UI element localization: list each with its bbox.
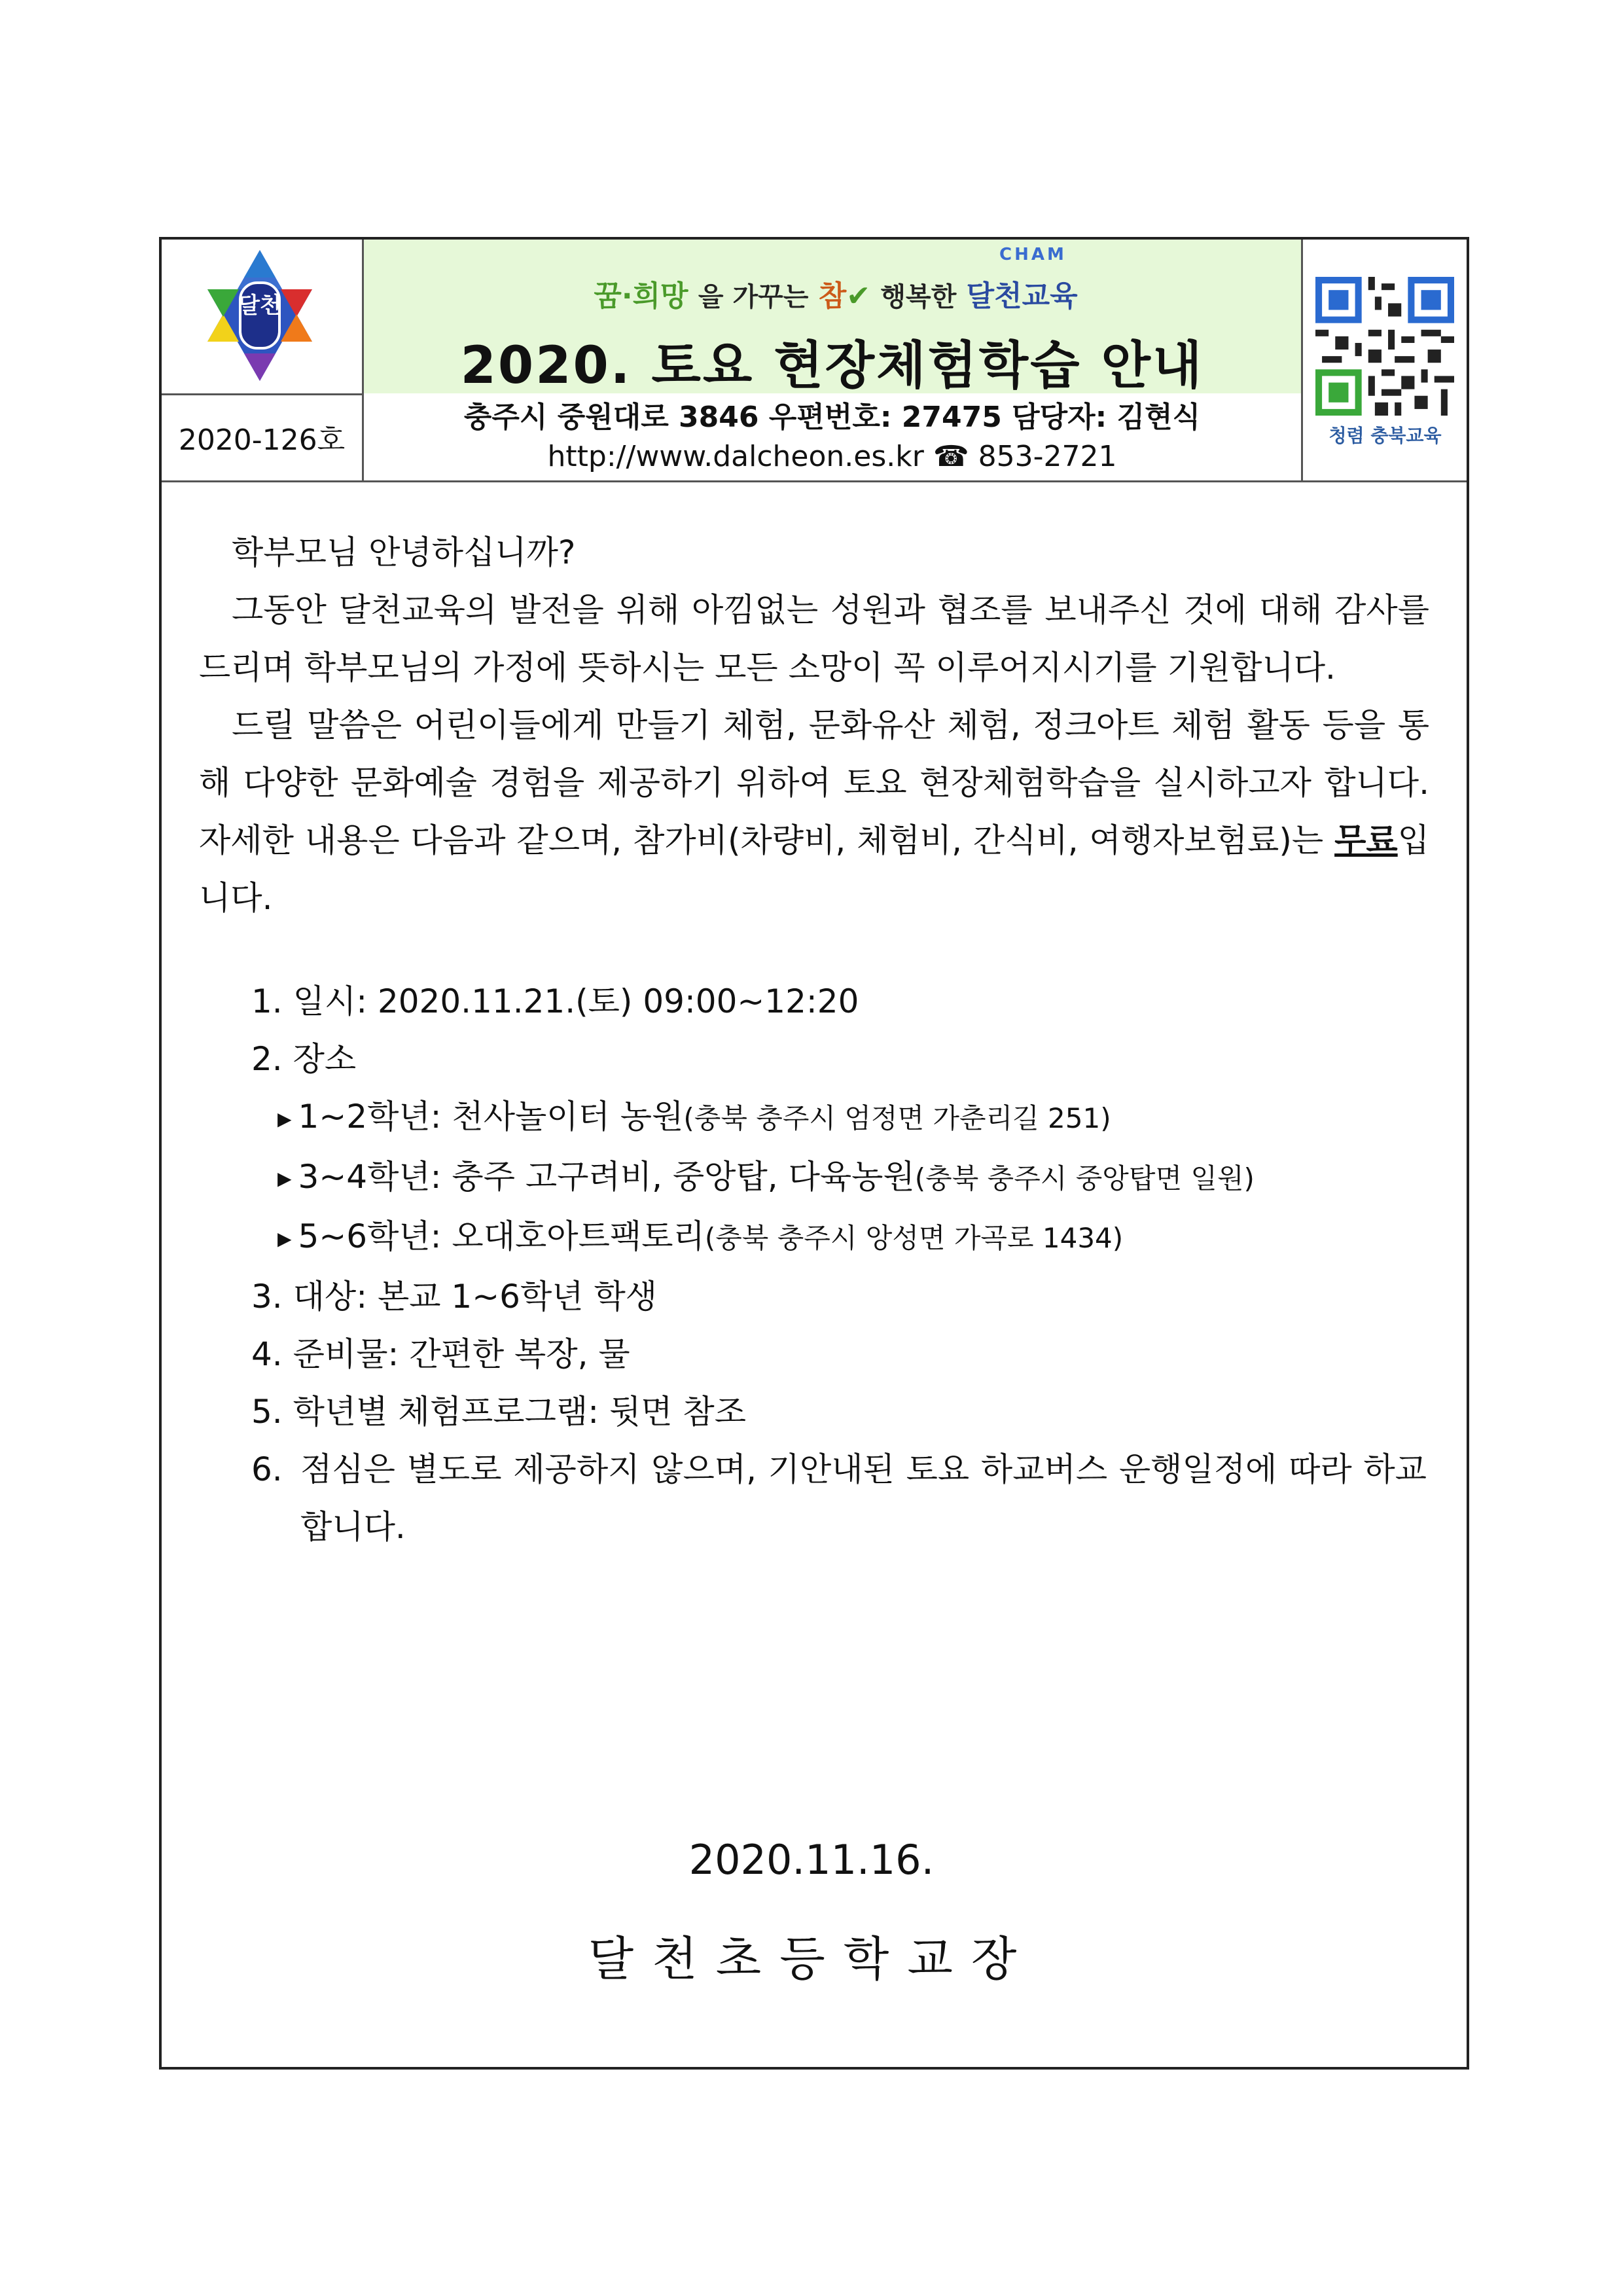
list-item: 4. 준비물: 간편한 복장, 물	[251, 1335, 630, 1373]
list-text: 점심은 별도로 제공하지 않으며, 기안내된 토요 하교버스 운행일정에 따라 하교합니다.	[300, 1450, 1427, 1546]
logo-text: 달천	[238, 293, 281, 319]
place-grade: 3~4학년: 충주 고구려비, 중앙탑, 다육농원	[298, 1157, 915, 1196]
page-title: 2020. 토요 현장체험학습 안내	[460, 336, 1204, 395]
paragraph: 그동안 달천교육의 발전을 위해 아낌없는 성원과 협조를 보내주신 것에 대해 감사를 드리며 학부모님의 가정에 뜻하시는 모든 소망이 꼭 이루어지시기를 기원합니다.	[199, 591, 1429, 687]
star-tip-bottom	[244, 353, 276, 381]
slogan-part: 을 가꾸는	[698, 282, 809, 312]
paragraph	[199, 696, 1429, 927]
issue-date: 2020.11.16.	[688, 1836, 935, 1884]
cham-mark: CHAM	[999, 245, 1067, 264]
place-grade: 5~6학년: 오대호아트팩토리	[298, 1217, 705, 1255]
school-logo	[194, 243, 325, 387]
list-item: 1. 일시: 2020.11.21.(토) 09:00~12:20	[251, 982, 859, 1020]
place-item	[199, 1088, 1429, 1148]
list-item: 3. 대상: 본교 1~6학년 학생	[251, 1277, 658, 1316]
place-address: (충북 충주시 앙성면 가곡로 1434)	[704, 1222, 1124, 1254]
address-block	[363, 395, 1301, 479]
qr-code-icon	[1315, 277, 1454, 416]
office-label: 청렴 충북교육	[1329, 425, 1442, 446]
paragraph-text: 입니다.	[199, 821, 1429, 917]
place-item	[199, 1148, 1429, 1208]
divider	[1301, 240, 1303, 480]
web-line[interactable]: http://www.dalcheon.es.kr ☎ 853-2721	[547, 440, 1117, 473]
triangle-bullet-icon: ▶	[277, 1107, 292, 1130]
letter-body	[199, 524, 1429, 1556]
doc-number: 2020-126호	[178, 423, 346, 457]
list-number: 6.	[251, 1450, 283, 1488]
triangle-bullet-icon: ▶	[277, 1168, 292, 1189]
place-address: (충북 충주시 엄정면 가춘리길 251)	[683, 1102, 1111, 1134]
list-item: 2. 장소	[251, 1040, 357, 1078]
signature: 달천초등학교장	[588, 1931, 1035, 1986]
list-item	[199, 1441, 1429, 1556]
list-item: 5. 학년별 체험프로그램: 뒷면 참조	[251, 1392, 747, 1431]
place-address: (충북 충주시 중앙탑면 일원)	[914, 1162, 1255, 1194]
check-icon: ✔	[846, 279, 871, 313]
greeting: 학부모님 안녕하십니까?	[232, 533, 576, 571]
address-line: 충주시 중원대로 3846 우편번호: 27475 담당자: 김현식	[463, 401, 1201, 434]
slogan	[378, 272, 1294, 314]
slogan-part: 달천교육	[966, 279, 1078, 313]
header-table	[162, 240, 1467, 482]
place-item	[199, 1208, 1429, 1268]
place-grade: 1~2학년: 천사놀이터 농원	[298, 1098, 684, 1136]
slogan-part: 참	[818, 279, 847, 313]
paragraph-text: 드릴 말씀은 어린이들에게 만들기 체험, 문화유산 체험, 정크아트 체험 활동 등을 통해 다양한 문화예술 경험을 제공하기 위하여 토요 현장체험학습을 실시하고자 합니다. 자세한 내용은 다음과 같으며, 참가비(차량비, 체험비, 간식비, 여행자보험료)는	[199, 706, 1429, 859]
slogan-part: 행복한	[880, 282, 957, 312]
free-emphasis: 무료	[1334, 821, 1398, 859]
star-tip-top	[244, 250, 276, 278]
slogan-part: 꿈·희망	[594, 279, 688, 313]
triangle-bullet-icon: ▶	[277, 1227, 292, 1249]
